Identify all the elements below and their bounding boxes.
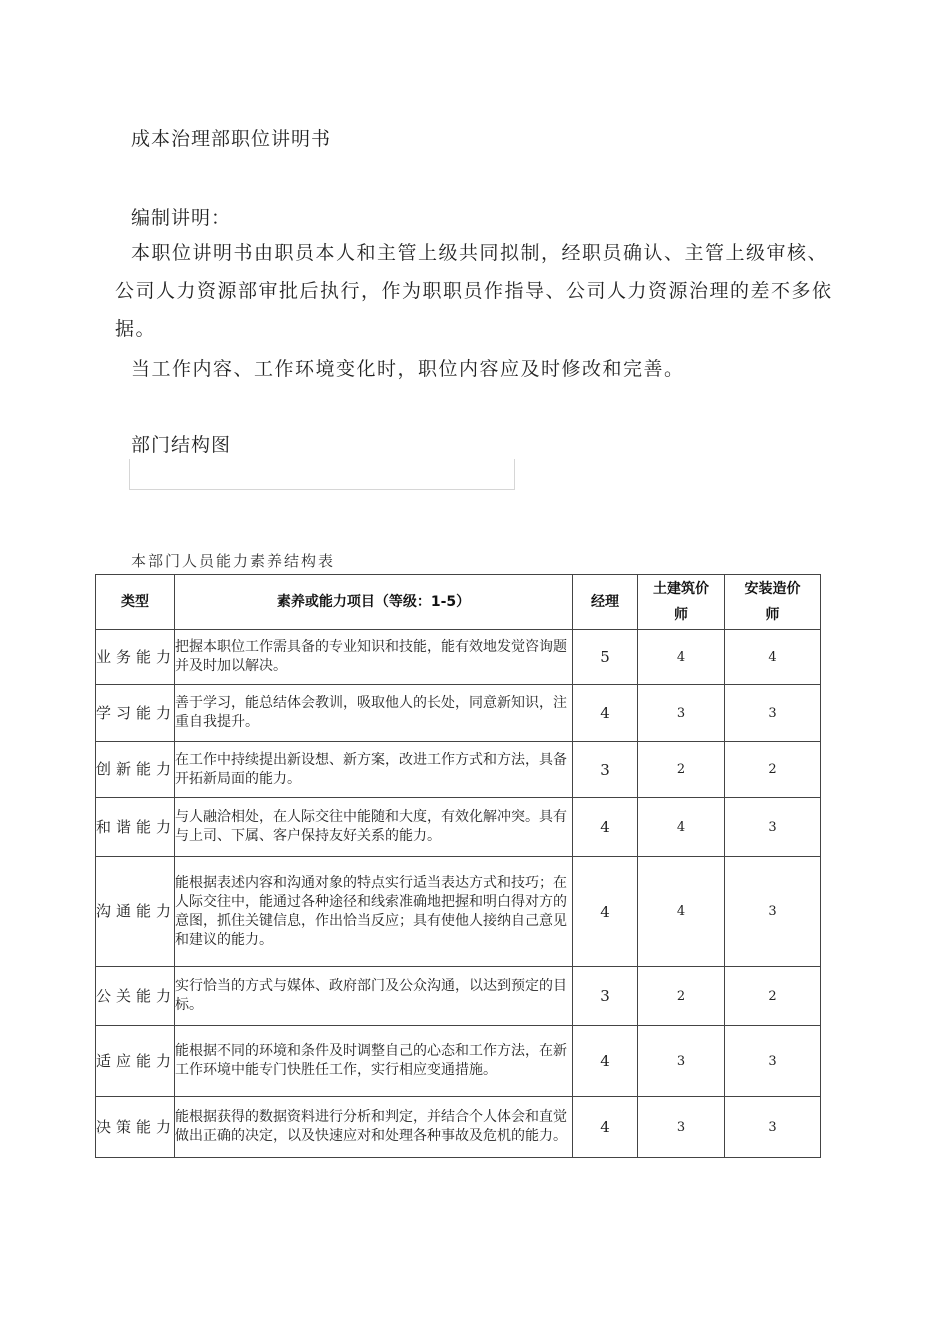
table-row <box>96 1026 821 1097</box>
desc-cell: 与人融洽相处，在人际交往中能随和大度，有效化解冲突。具有与上司、下属、客户保持友好关系的能力。 <box>175 798 573 857</box>
table-header-row <box>96 575 821 630</box>
manager-score: 4 <box>573 1097 638 1158</box>
intro-paragraph: 本职位讲明书由职员本人和主管上级共同拟制，经职员确认、主管上级审核、公司人力资源部审批后执行，作为职职员作指导、公司人力资源治理的差不多依据。 <box>115 242 833 340</box>
install-score: 3 <box>725 685 821 742</box>
document-title: 成本治理部职位讲明书 <box>131 128 332 150</box>
install-score: 3 <box>725 1026 821 1097</box>
section-label: 编制讲明： <box>131 207 232 229</box>
header-civil: 土建筑价师 <box>638 575 725 630</box>
manager-score: 4 <box>573 1026 638 1097</box>
manager-score: 4 <box>573 685 638 742</box>
civil-score: 3 <box>638 1026 725 1097</box>
type-cell: 和谐能力 <box>96 798 175 857</box>
civil-score: 3 <box>638 1097 725 1158</box>
type-cell: 创新能力 <box>96 742 175 798</box>
civil-score: 4 <box>638 630 725 685</box>
header-type: 类型 <box>96 575 175 630</box>
manager-score: 5 <box>573 630 638 685</box>
capability-table <box>95 574 821 1158</box>
table-row <box>96 967 821 1026</box>
civil-score: 2 <box>638 742 725 798</box>
desc-cell: 能根据表述内容和沟通对象的特点实行适当表达方式和技巧；在人际交往中，能通过各种途径和线索准确地把握和明白得对方的意图，抓住关键信息，作出恰当反应；具有使他人接纳自己意见和建议的能力。 <box>175 857 573 967</box>
header-install: 安装造价师 <box>725 575 821 630</box>
install-score: 3 <box>725 1097 821 1158</box>
install-score: 3 <box>725 857 821 967</box>
org-chart-placeholder <box>129 459 515 490</box>
header-item: 素养或能力项目（等级：1-5） <box>175 575 573 630</box>
install-score: 2 <box>725 967 821 1026</box>
desc-cell: 能根据获得的数据资料进行分析和判定，并结合个人体会和直觉做出正确的决定，以及快速应对和处理各种事故及危机的能力。 <box>175 1097 573 1158</box>
table-caption: 本部门人员能力素养结构表 <box>131 552 336 570</box>
dept-structure-heading: 部门结构图 <box>131 434 232 456</box>
manager-score: 4 <box>573 798 638 857</box>
desc-cell: 在工作中持续提出新设想、新方案，改进工作方式和方法，具备开拓新局面的能力。 <box>175 742 573 798</box>
table-row <box>96 630 821 685</box>
civil-score: 4 <box>638 857 725 967</box>
install-score: 4 <box>725 630 821 685</box>
desc-cell: 善于学习，能总结体会教训，吸取他人的长处，同意新知识，注重自我提升。 <box>175 685 573 742</box>
header-manager: 经理 <box>573 575 638 630</box>
civil-score: 4 <box>638 798 725 857</box>
type-cell: 业务能力 <box>96 630 175 685</box>
table-row <box>96 857 821 967</box>
table-row <box>96 798 821 857</box>
civil-score: 2 <box>638 967 725 1026</box>
type-cell: 适应能力 <box>96 1026 175 1097</box>
table-row <box>96 1097 821 1158</box>
desc-cell: 能根据不同的环境和条件及时调整自己的心态和工作方法，在新工作环境中能专门快胜任工作，实行相应变通措施。 <box>175 1026 573 1097</box>
manager-score: 4 <box>573 857 638 967</box>
manager-score: 3 <box>573 967 638 1026</box>
manager-score: 3 <box>573 742 638 798</box>
desc-cell: 实行恰当的方式与媒体、政府部门及公众沟通，以达到预定的目标。 <box>175 967 573 1026</box>
desc-cell: 把握本职位工作需具备的专业知识和技能，能有效地发觉咨询题并及时加以解决。 <box>175 630 573 685</box>
type-cell: 决策能力 <box>96 1097 175 1158</box>
type-cell: 学习能力 <box>96 685 175 742</box>
table-row <box>96 742 821 798</box>
type-cell: 沟通能力 <box>96 857 175 967</box>
change-paragraph: 当工作内容、工作环境变化时，职位内容应及时修改和完善。 <box>131 358 685 380</box>
type-cell: 公关能力 <box>96 967 175 1026</box>
civil-score: 3 <box>638 685 725 742</box>
install-score: 3 <box>725 798 821 857</box>
table-row <box>96 685 821 742</box>
install-score: 2 <box>725 742 821 798</box>
